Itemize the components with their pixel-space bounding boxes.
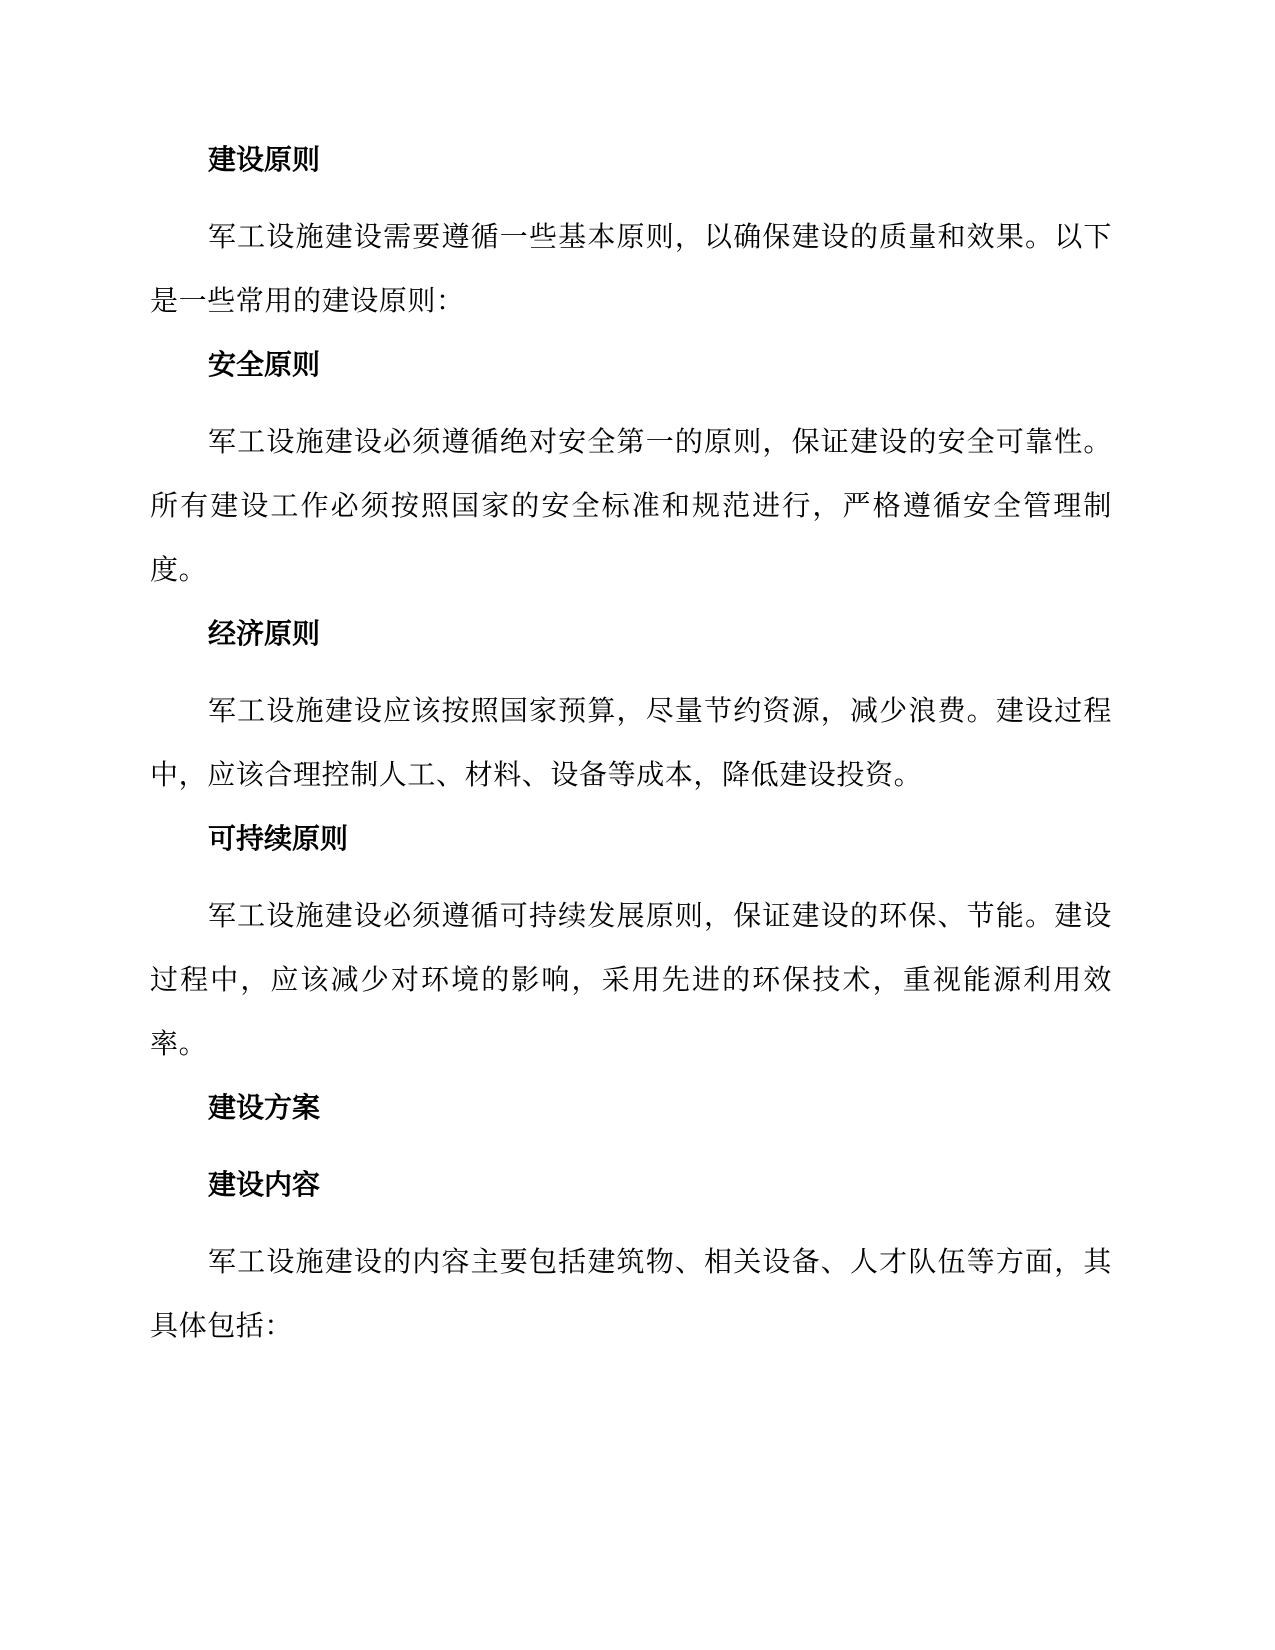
- document-body: [150, 140, 1112, 1370]
- body-paragraph: 军工设施建设需要遵循一些基本原则，以确保建设的质量和效果。以下是一些常用的建设原则：: [150, 220, 1112, 317]
- body-paragraph: 军工设施建设的内容主要包括建筑物、相关设备、人才队伍等方面，其具体包括：: [150, 1245, 1112, 1342]
- body-paragraph: 军工设施建设必须遵循绝对安全第一的原则，保证建设的安全可靠性。所有建设工作必须按照国家的安全标准和规范进行，严格遵循安全管理制度。: [150, 425, 1112, 586]
- body-paragraph: 军工设施建设应该按照国家预算，尽量节约资源，减少浪费。建设过程中，应该合理控制人工、材料、设备等成本，降低建设投资。: [150, 694, 1112, 791]
- body-paragraph: 军工设施建设必须遵循可持续发展原则，保证建设的环保、节能。建设过程中，应该减少对环境的影响，采用先进的环保技术，重视能源利用效率。: [150, 899, 1112, 1060]
- section-heading: 建设方案: [208, 1091, 321, 1124]
- section-heading: 可持续原则: [208, 822, 349, 855]
- section-heading: 安全原则: [208, 348, 321, 381]
- section-heading: 经济原则: [208, 617, 321, 650]
- section-heading: 建设内容: [208, 1168, 321, 1201]
- section-heading: 建设原则: [208, 143, 321, 176]
